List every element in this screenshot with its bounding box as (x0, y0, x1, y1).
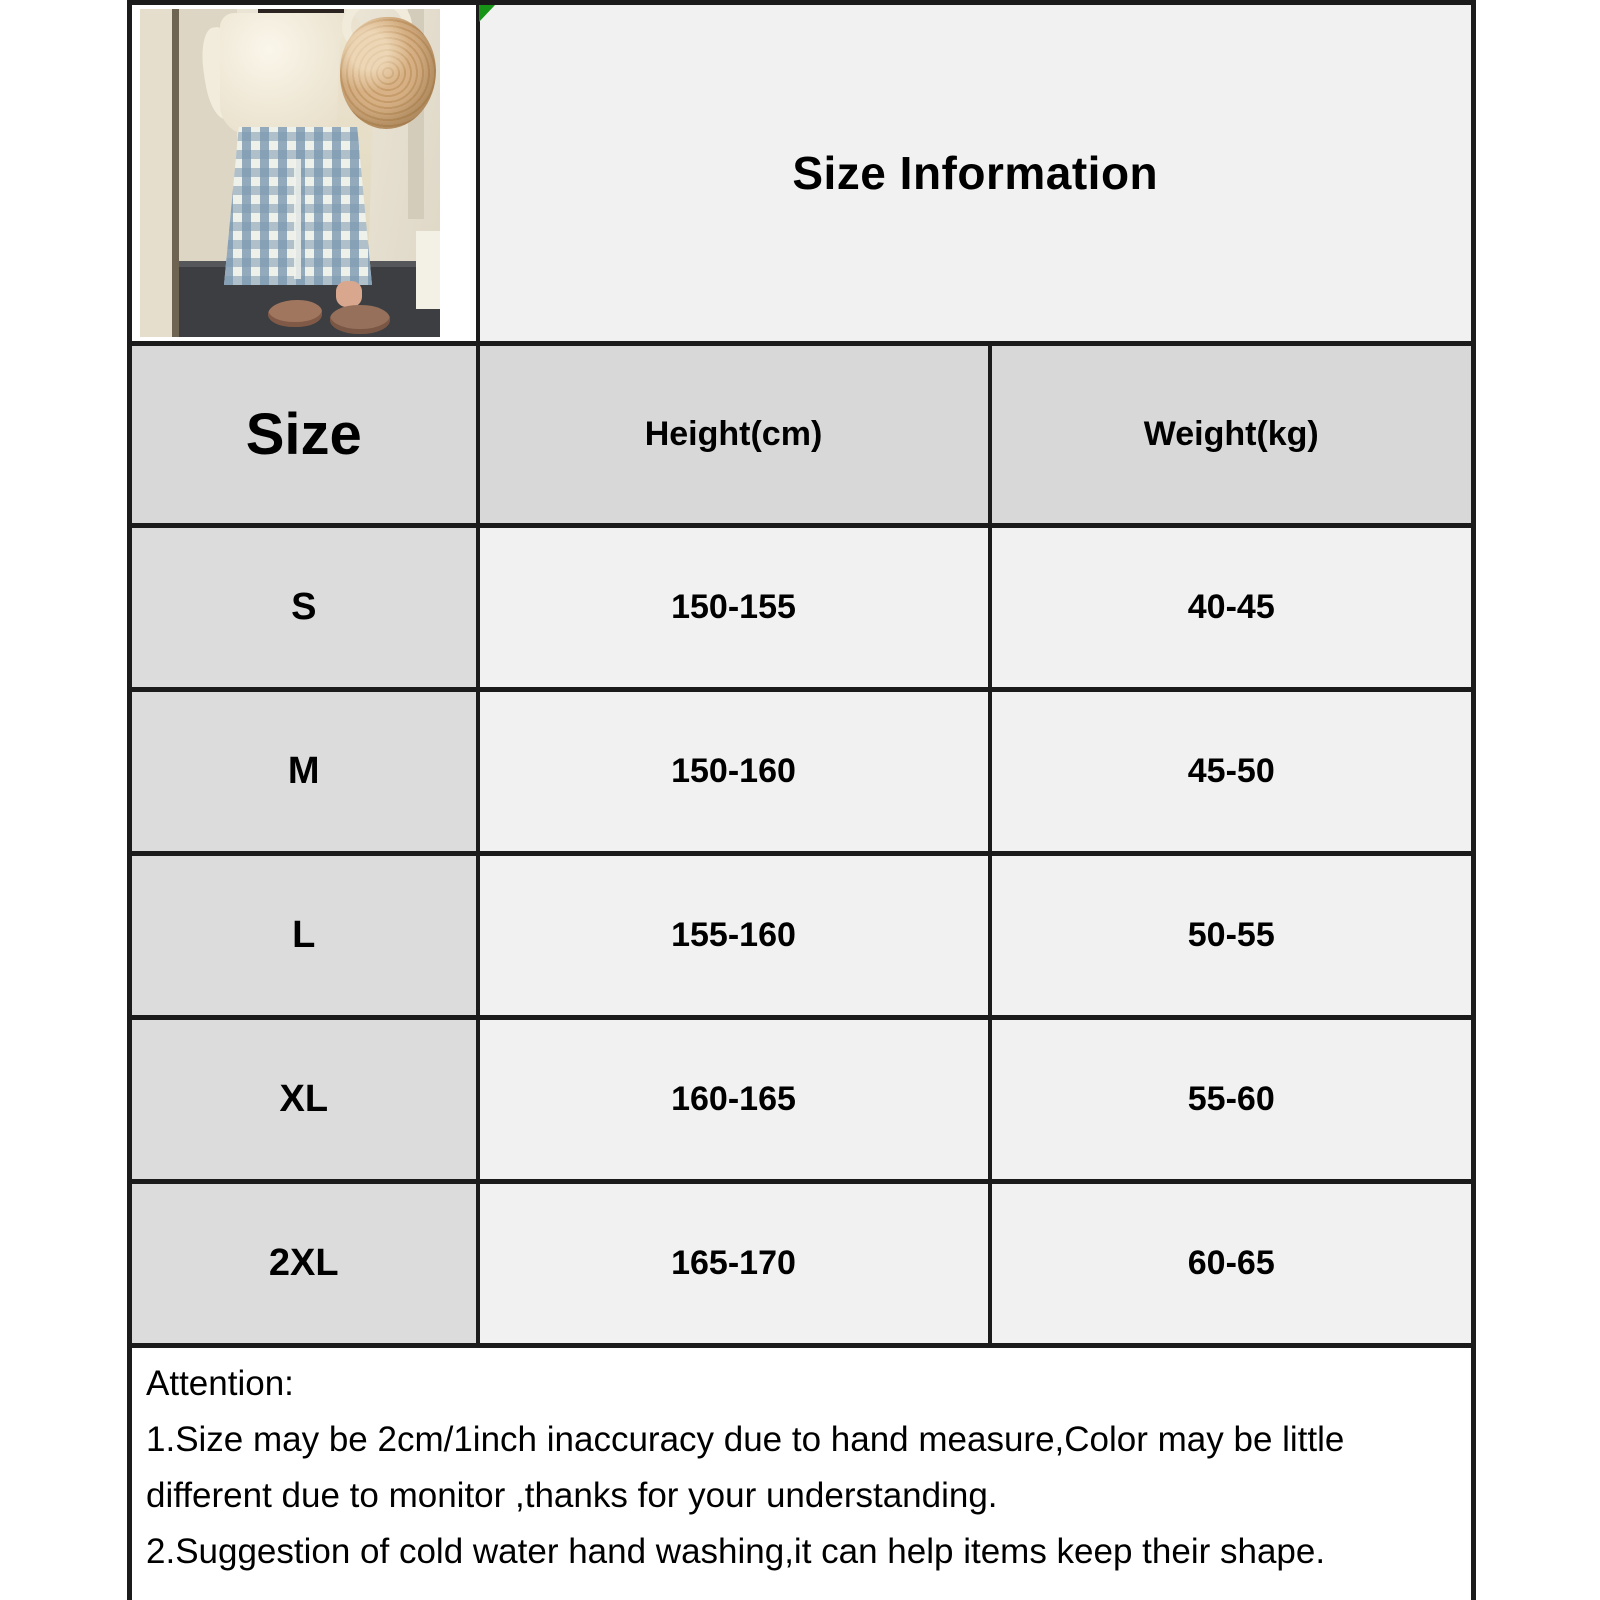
attention-row (130, 1346, 1474, 1600)
product-photo-cell (130, 3, 478, 344)
size-label: S (130, 526, 478, 690)
green-corner-marker-icon (479, 5, 495, 22)
attention-note (130, 1346, 1474, 1600)
photo-pants-crease (294, 159, 301, 279)
column-header-height: Height(cm) (478, 344, 990, 526)
height-value: 150-155 (478, 526, 990, 690)
weight-value: 50-55 (990, 854, 1474, 1018)
weight-value: 60-65 (990, 1182, 1474, 1346)
height-value: 165-170 (478, 1182, 990, 1346)
table-row-m (130, 690, 1474, 854)
photo-shoe-left (268, 300, 322, 327)
size-chart-table (127, 0, 1476, 1600)
height-value: 160-165 (478, 1018, 990, 1182)
table-header-row (130, 344, 1474, 526)
height-value: 150-160 (478, 690, 990, 854)
weight-value: 45-50 (990, 690, 1474, 854)
photo-baseboard (416, 231, 440, 309)
column-header-weight: Weight(kg) (990, 344, 1474, 526)
product-photo (140, 9, 440, 337)
weight-value: 40-45 (990, 526, 1474, 690)
table-row-s (130, 526, 1474, 690)
size-label: XL (130, 1018, 478, 1182)
photo-door-frame (140, 9, 179, 337)
weight-value: 55-60 (990, 1018, 1474, 1182)
size-label: M (130, 690, 478, 854)
height-value: 155-160 (478, 854, 990, 1018)
column-header-size: Size (130, 344, 478, 526)
title-cell (478, 3, 1474, 344)
table-row-2xl (130, 1182, 1474, 1346)
photo-title-row (130, 3, 1474, 344)
attention-heading: Attention: (146, 1364, 294, 1403)
photo-shoe-right (330, 305, 390, 334)
table-row-xl (130, 1018, 1474, 1182)
attention-note-1: 1.Size may be 2cm/1inch inaccuracy due to hand measure,Color may be little different due to monitor ,thanks for your understanding. (146, 1420, 1345, 1515)
size-label: L (130, 854, 478, 1018)
photo-ankle (336, 281, 362, 307)
page-title: Size Information (792, 147, 1159, 199)
table-row-l (130, 854, 1474, 1018)
attention-note-2: 2.Suggestion of cold water hand washing,it can help items keep their shape. (146, 1532, 1326, 1571)
size-label: 2XL (130, 1182, 478, 1346)
